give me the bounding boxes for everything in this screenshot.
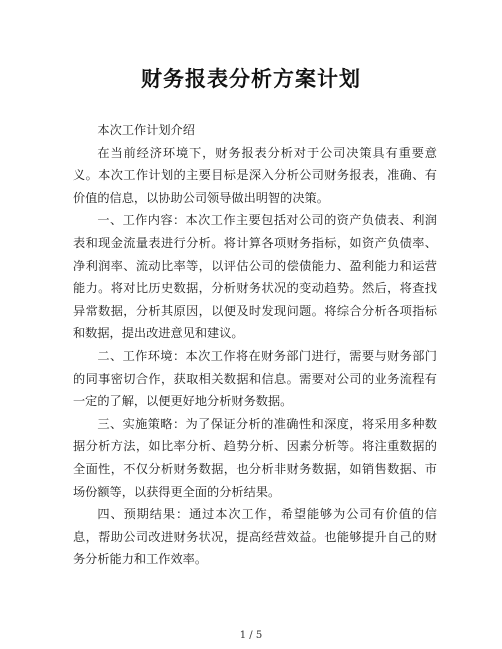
page-number: 1 / 5 xyxy=(239,630,263,641)
paragraph-expected-results: 四、预期结果：通过本次工作，希望能够为公司有价值的信息，帮助公司改进财务状况，提高经营效益。也能够提升自己的财务分析能力和工作效率。 xyxy=(73,507,437,567)
paragraph-background: 在当前经济环境下，财务报表分析对于公司决策具有重要意义。本次工作计划的主要目标是深入分析公司财务报表，准确、有价值的信息，以协助公司领导做出明智的决策。 xyxy=(73,145,437,205)
paragraph-work-environment: 二、工作环境：本次工作将在财务部门进行，需要与财务部门的同事密切合作，获取相关数据和信息。需要对公司的业务流程有一定的了解，以便更好地分析财务数据。 xyxy=(73,348,437,409)
document-title: 财务报表分析方案计划 xyxy=(141,67,361,91)
paragraph-intro-heading: 本次工作计划介绍 xyxy=(97,123,195,137)
document-body xyxy=(73,119,437,571)
paragraph-work-content: 一、工作内容：本次工作主要包括对公司的资产负债表、利润表和现金流量表进行分析。将计算各项财务指标，如资产负债率、净利润率、流动比率等，以评估公司的偿债能力、盈利能力和运营能力。将对比历史数据，分析财务状况的变动趋势。然后，将查找异常数据，分析其原因，以便及时发现问题。将综合分析各项指标和数据，提出改进意见和建议。 xyxy=(73,213,437,341)
paragraph-strategy: 三、实施策略：为了保证分析的准确性和深度，将采用多种数据分析方法，如比率分析、趋势分析、因素分析等。将注重数据的全面性，不仅分析财务数据，也分析非财务数据，如销售数据、市场份额等，以获得更全面的分析结果。 xyxy=(73,416,437,499)
